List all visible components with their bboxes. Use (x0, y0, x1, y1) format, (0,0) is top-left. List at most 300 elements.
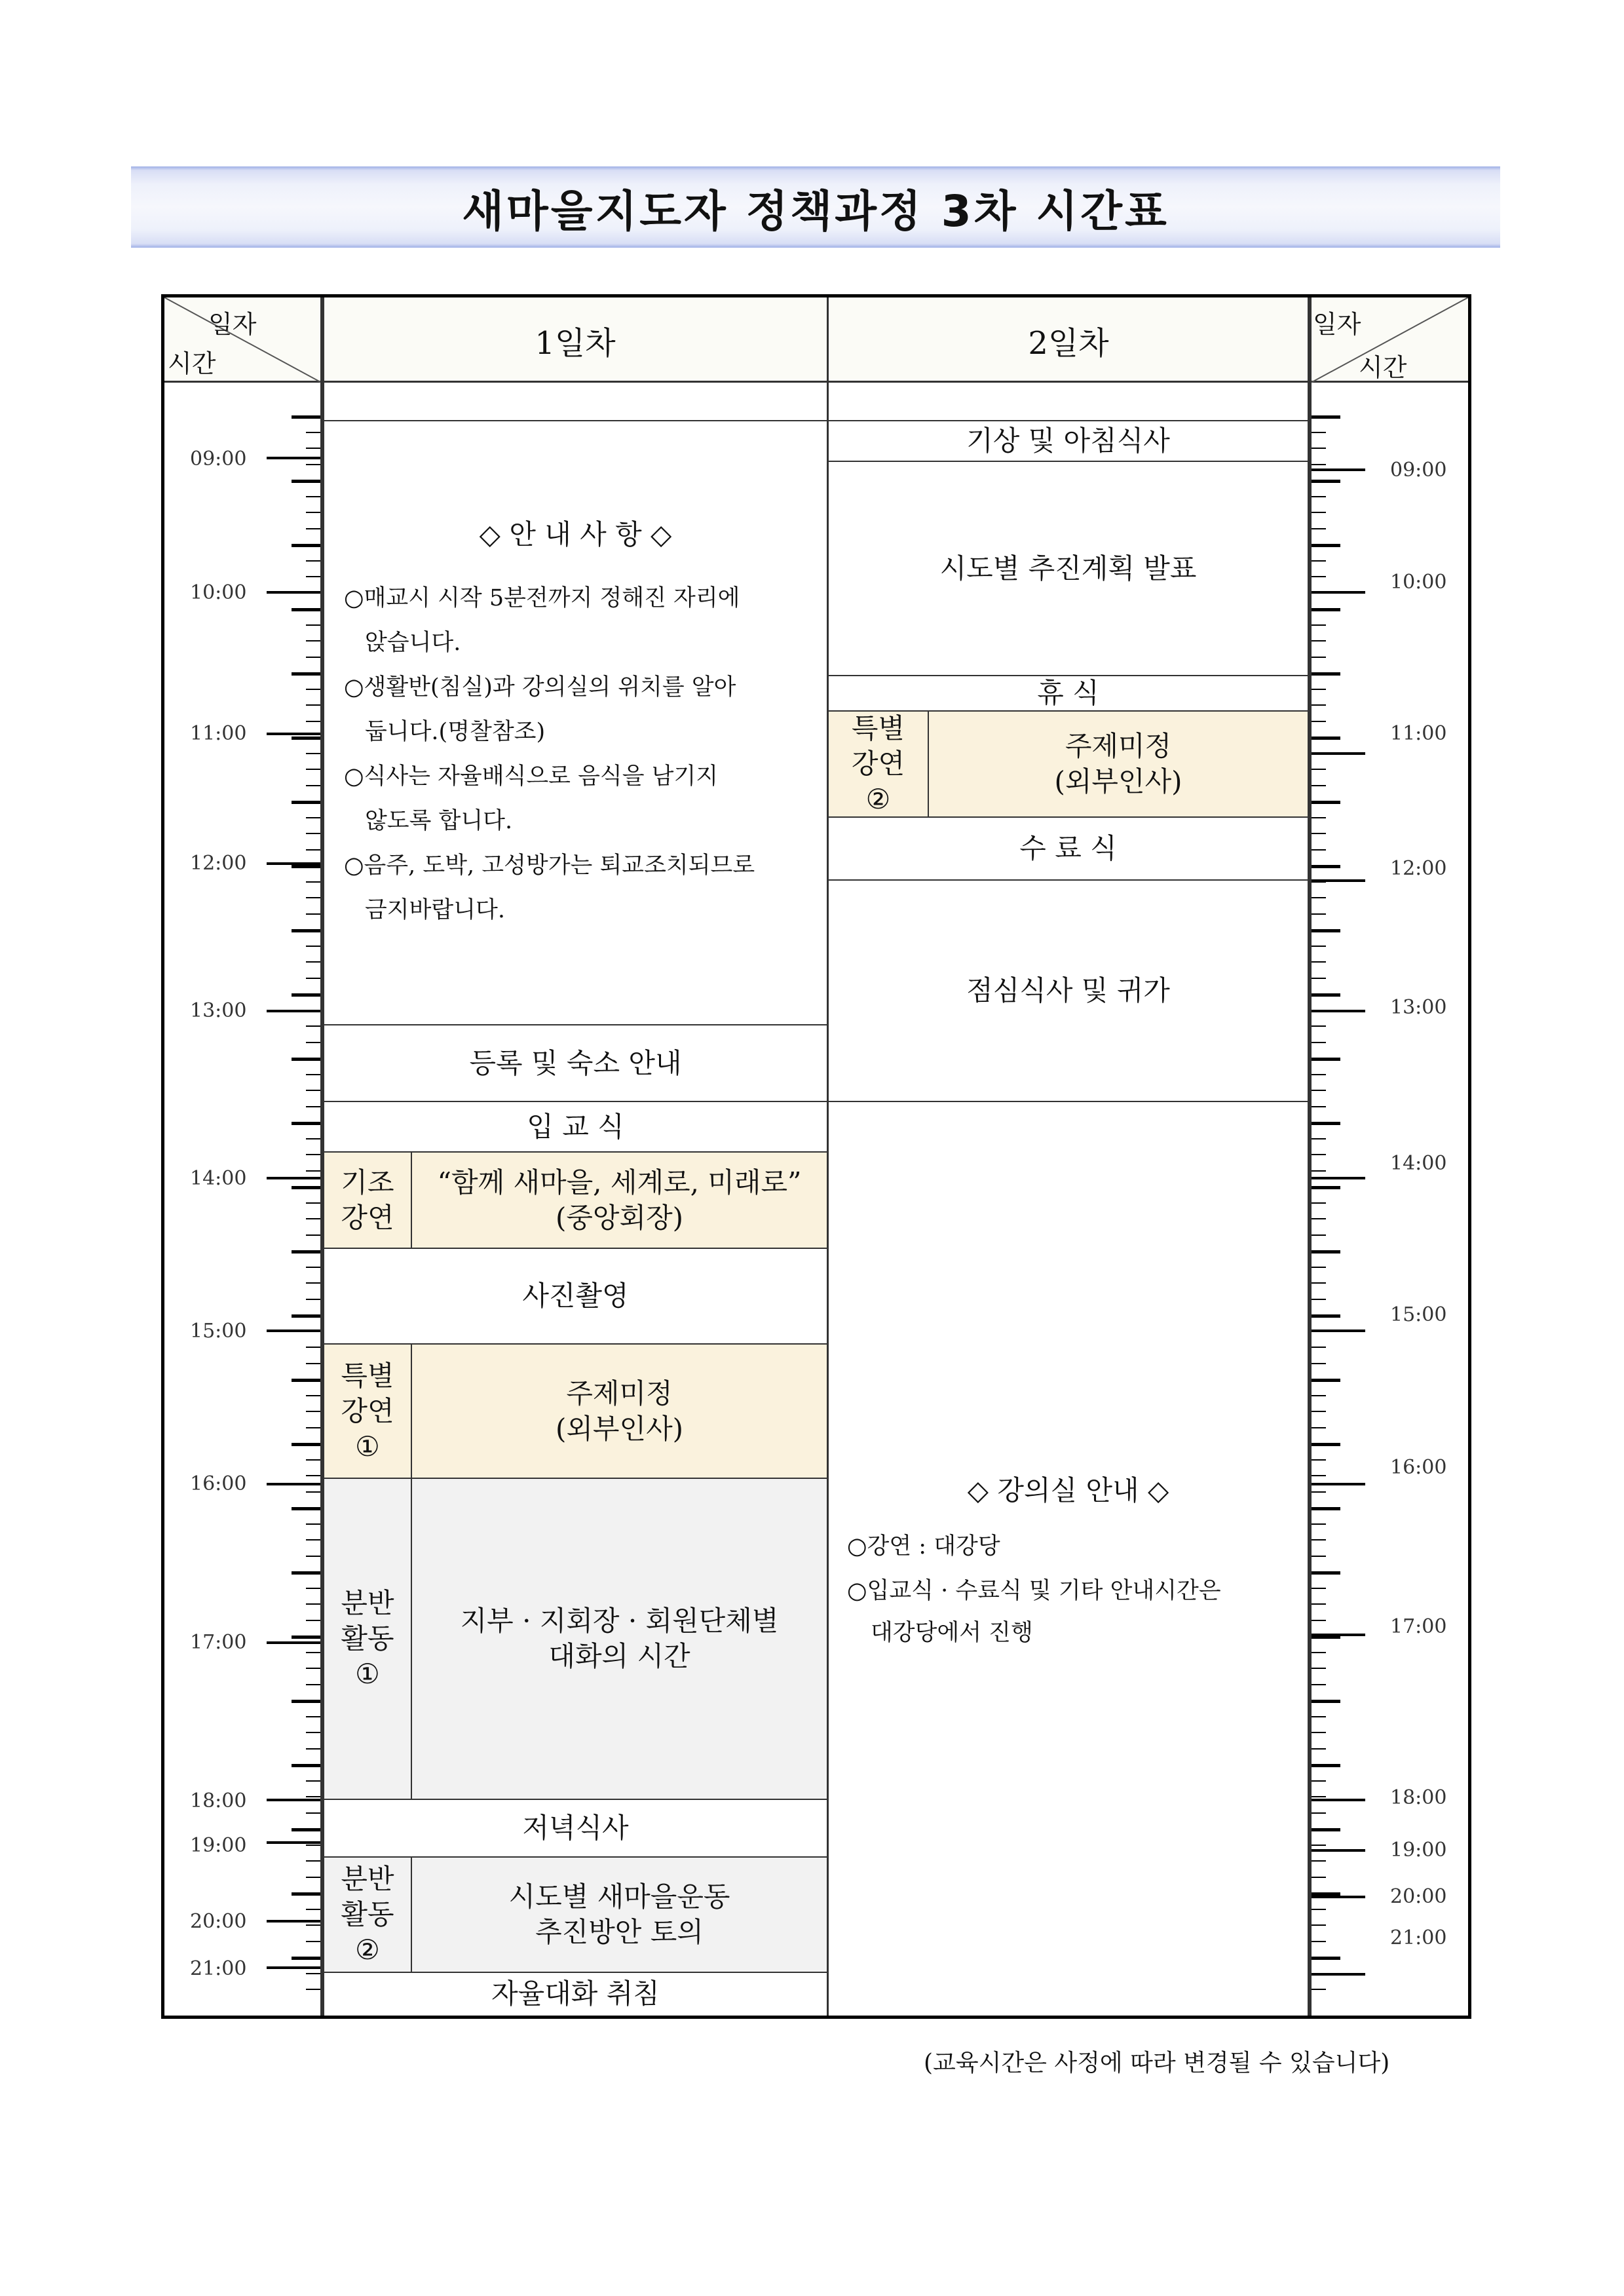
ruler-tick (1312, 415, 1340, 419)
ruler-tick (1312, 1652, 1326, 1653)
ruler-tick (306, 913, 320, 915)
ruler-tick (306, 1909, 320, 1910)
ruler-tick (292, 737, 320, 740)
ruler-tick (306, 1234, 320, 1236)
ruler-tick (292, 1507, 320, 1510)
ruler-tick (1312, 1186, 1340, 1189)
notice-line: ○음주, 도박, 고성방가는 퇴교조치되므로 (344, 852, 755, 879)
lunch-cell: 점심식사 및 귀가 (966, 974, 1170, 1006)
ruler-tick (306, 1796, 320, 1797)
ruler-tick (1312, 560, 1326, 562)
ruler-tick (1312, 1202, 1326, 1204)
ruler-tick (306, 1154, 320, 1155)
ruler-tick (1312, 496, 1326, 497)
ruler-major-tick (267, 862, 320, 865)
ruler-tick (1312, 704, 1326, 706)
ruler-tick (306, 1748, 320, 1750)
ruler-tick (1312, 576, 1326, 577)
ruler-tick (1312, 961, 1326, 963)
ruler-tick (306, 576, 320, 577)
ruler-tick (1312, 1154, 1326, 1155)
ruler-tick (306, 769, 320, 770)
ruler-tick (306, 1347, 320, 1348)
ruler-tick (306, 1877, 320, 1878)
ruler-tick (306, 1652, 320, 1653)
group-activity-title-line: 추진방안 토의 (535, 1916, 704, 1948)
ruler-tick (292, 608, 320, 611)
special-lecture-label-line: 특별 (851, 712, 905, 744)
ruler-tick (1312, 1411, 1326, 1412)
ruler-tick (1312, 1684, 1326, 1685)
ruler-tick (306, 1218, 320, 1219)
ruler-major-tick (1312, 591, 1365, 594)
left-time-label: 19:00 (190, 1834, 247, 1857)
right-time-label: 16:00 (1390, 1456, 1447, 1479)
group-activity-label-line: 활동 (341, 1898, 394, 1930)
ruler-tick (306, 1588, 320, 1589)
special-lecture-label-line: ② (865, 783, 891, 815)
left-time-label: 11:00 (190, 722, 247, 745)
special-lecture-2-content (929, 712, 1308, 816)
right-time-label: 12:00 (1390, 857, 1447, 880)
ruler-major-tick (1312, 469, 1365, 471)
ruler-tick (1312, 1796, 1326, 1797)
ruler-tick (306, 1395, 320, 1396)
ruler-tick (1312, 528, 1326, 529)
ruler-tick (1312, 1267, 1326, 1268)
wakeup-cell: 기상 및 아침식사 (966, 425, 1170, 457)
ruler-tick (306, 560, 320, 562)
ruler-tick (1312, 1957, 1340, 1960)
ruler-tick (1312, 1924, 1326, 1926)
keynote-label-line: 기조 (341, 1166, 394, 1198)
ruler-major-tick (1312, 1849, 1365, 1852)
ruler-tick (306, 689, 320, 690)
ruler-tick (306, 849, 320, 851)
group-activity-label-line: 분반 (341, 1587, 394, 1619)
group-activity-label-line: ② (355, 1934, 380, 1966)
notice-line: 금지바랍니다. (365, 897, 505, 923)
ruler-major-tick (1312, 752, 1365, 755)
special-lecture-title: 주제미정 (566, 1377, 673, 1409)
ruler-tick (306, 704, 320, 706)
ruler-tick (292, 801, 320, 804)
ruler-tick (1312, 1314, 1340, 1318)
right-time-label: 15:00 (1390, 1303, 1447, 1326)
ruler-major-tick (1312, 1483, 1365, 1485)
ruler-major-tick (1312, 1799, 1365, 1801)
ruler-tick (1312, 1250, 1340, 1253)
corner-left-bottom-label: 시간 (168, 349, 216, 378)
right-time-label: 17:00 (1390, 1615, 1447, 1638)
ruler-tick (292, 1764, 320, 1767)
ruler-tick (1312, 1828, 1340, 1831)
special-lecture-1-content (412, 1345, 827, 1478)
day1-header: 1일차 (535, 324, 616, 362)
ruler-major-tick (267, 1483, 320, 1485)
ruler-tick (306, 464, 320, 465)
ruler-tick (1312, 1025, 1326, 1027)
group-activity-label-line: 분반 (341, 1863, 394, 1895)
ruler-tick (1312, 1427, 1326, 1428)
ruler-major-tick (1312, 1330, 1365, 1332)
ruler-tick (306, 881, 320, 883)
special-lecture-label-line: 특별 (341, 1359, 394, 1392)
left-time-label: 09:00 (190, 448, 247, 470)
ruler-tick (292, 480, 320, 483)
ruler-tick (306, 1989, 320, 1990)
opening-ceremony-cell: 입 교 식 (527, 1110, 624, 1143)
ruler-tick (306, 1860, 320, 1862)
special-lecture-label-line: 강연 (341, 1394, 394, 1427)
ruler-tick (292, 1700, 320, 1703)
special-lecture-speaker: (외부인사) (1054, 765, 1182, 797)
left-time-label: 17:00 (190, 1631, 247, 1654)
ruler-tick (306, 1267, 320, 1268)
ruler-tick (1312, 1074, 1326, 1075)
presentation-cell: 시도별 추진계획 발표 (939, 552, 1197, 584)
ruler-tick (1312, 1170, 1326, 1172)
ruler-major-tick (267, 1010, 320, 1012)
ruler-tick (1312, 1989, 1326, 1990)
ruler-tick (1312, 849, 1326, 851)
dinner-cell: 저녁식사 (522, 1812, 629, 1844)
ruler-tick (306, 1780, 320, 1782)
ruler-tick (1312, 817, 1326, 818)
ruler-tick (306, 1090, 320, 1091)
ruler-tick (292, 993, 320, 997)
ruler-tick (1312, 1507, 1340, 1510)
special-lecture-label-line: ① (355, 1430, 380, 1463)
ruler-tick (292, 1058, 320, 1061)
special-lecture-label-line: 강연 (851, 748, 905, 780)
ruler-major-tick (267, 1330, 320, 1332)
ruler-tick (292, 1828, 320, 1831)
ruler-tick (292, 1379, 320, 1382)
right-time-label: 19:00 (1390, 1839, 1447, 1862)
ruler-tick (306, 512, 320, 513)
lecture-room-line: ○입교식 · 수료식 및 기타 안내시간은 (847, 1578, 1221, 1604)
ruler-tick (292, 1892, 320, 1896)
special-lecture-1-label (324, 1345, 412, 1478)
notice-line: 않도록 합니다. (365, 808, 513, 834)
ruler-tick (306, 1668, 320, 1669)
ruler-tick (1312, 448, 1326, 449)
ruler-tick (1312, 833, 1326, 834)
group-activity-2-label (324, 1858, 412, 1972)
ruler-major-tick (267, 733, 320, 735)
ruler-major-tick (1312, 1634, 1365, 1636)
ruler-major-tick (1312, 1177, 1365, 1179)
ruler-major-tick (267, 1177, 320, 1179)
ruler-tick (1312, 769, 1326, 770)
ruler-tick (306, 1170, 320, 1172)
ruler-tick (1312, 1668, 1326, 1669)
ruler-tick (1312, 1379, 1340, 1382)
ruler-tick (292, 1571, 320, 1575)
ruler-tick (1312, 929, 1340, 932)
ruler-tick (1312, 464, 1326, 465)
keynote-title: “함께 새마을, 세계로, 미래로” (437, 1166, 802, 1198)
registration-cell: 등록 및 숙소 안내 (469, 1046, 682, 1079)
ruler-tick (1312, 913, 1326, 915)
keynote-speaker: (중앙회장) (555, 1201, 684, 1234)
ruler-tick (1312, 1700, 1340, 1703)
ruler-tick (1312, 1459, 1326, 1461)
ruler-tick (306, 961, 320, 963)
ruler-tick (306, 1732, 320, 1733)
ruler-tick (306, 946, 320, 947)
ruler-tick (1312, 1491, 1326, 1493)
group-activity-2-content (412, 1858, 827, 1972)
ruler-tick (306, 1973, 320, 1974)
corner-right-bottom-label: 시간 (1359, 353, 1407, 382)
right-time-label: 21:00 (1390, 1926, 1447, 1949)
ruler-tick (1312, 721, 1326, 722)
ruler-tick (306, 1475, 320, 1476)
ruler-tick (306, 1620, 320, 1621)
ruler-tick (1312, 1716, 1326, 1717)
ruler-tick (292, 415, 320, 419)
ruler-tick (1312, 897, 1326, 898)
ruler-major-tick (267, 457, 320, 459)
photo-cell: 사진촬영 (522, 1280, 629, 1312)
ruler-tick (306, 1684, 320, 1685)
ruler-major-tick (267, 1799, 320, 1801)
day2-header: 2일차 (1028, 324, 1109, 362)
page-title: 새마을지도자 정책과정 3차 시간표 (462, 185, 1169, 237)
ruler-tick (1312, 608, 1340, 611)
ruler-tick (1312, 1539, 1326, 1540)
special-lecture-2-label (829, 712, 929, 816)
ruler-tick (292, 1250, 320, 1253)
ruler-tick (1312, 1780, 1326, 1782)
ruler-tick (1312, 1860, 1326, 1862)
notice-block (324, 421, 827, 1024)
ruler-tick (1312, 1620, 1326, 1621)
ruler-tick (306, 1025, 320, 1027)
ruler-tick (1312, 1395, 1326, 1396)
free-talk-cell: 자율대화 취침 (491, 1978, 660, 2010)
ruler-tick (306, 657, 320, 658)
ruler-tick (1312, 1363, 1326, 1364)
ruler-tick (292, 544, 320, 547)
ruler-tick (1312, 1941, 1326, 1942)
group-activity-title-line: 대화의 시간 (548, 1640, 690, 1672)
ruler-tick (1312, 657, 1326, 658)
ruler-tick (1312, 801, 1340, 804)
right-time-label: 20:00 (1390, 1885, 1447, 1908)
notice-line: ○매교시 시작 5분전까지 정해진 자리에 (344, 585, 740, 611)
ruler-tick (1312, 1603, 1326, 1605)
notice-line: 앉습니다. (365, 630, 461, 656)
left-time-label: 15:00 (190, 1320, 247, 1343)
ruler-tick (1312, 689, 1326, 690)
ruler-major-tick (1312, 879, 1365, 882)
ruler-tick (1312, 1475, 1326, 1476)
ruler-major-tick (267, 1920, 320, 1923)
notice-line: ○생활반(침실)과 강의실의 위치를 알아 (344, 674, 736, 700)
ruler-tick (306, 753, 320, 754)
ruler-tick (1312, 1764, 1340, 1767)
ruler-tick (292, 865, 320, 868)
ruler-tick (1312, 672, 1340, 676)
ruler-tick (1312, 1299, 1326, 1300)
ruler-major-tick (1312, 1010, 1365, 1012)
ruler-tick (1312, 1218, 1326, 1219)
ruler-tick (306, 640, 320, 641)
right-time-label: 13:00 (1390, 996, 1447, 1019)
ruler-tick (306, 721, 320, 722)
ruler-major-tick (1312, 1896, 1365, 1898)
ruler-tick (306, 1202, 320, 1204)
ruler-tick (1312, 1042, 1326, 1043)
ruler-tick (1312, 1122, 1340, 1125)
ruler-tick (1312, 1732, 1326, 1733)
ruler-tick (1312, 1845, 1326, 1846)
right-time-label: 11:00 (1390, 722, 1447, 745)
left-time-label: 16:00 (190, 1472, 247, 1495)
ruler-tick (306, 1411, 320, 1412)
group-activity-label-line: ① (355, 1658, 380, 1690)
ruler-tick (1312, 865, 1340, 868)
ruler-tick (306, 978, 320, 979)
ruler-tick (306, 624, 320, 626)
keynote-content (412, 1153, 827, 1248)
ruler-tick (306, 1282, 320, 1284)
group-activity-1-label (324, 1479, 412, 1799)
ruler-tick (306, 1138, 320, 1139)
ruler-tick (306, 785, 320, 786)
group-activity-title-line: 지부 · 지회장 · 회원단체별 (460, 1605, 779, 1637)
ruler-tick (306, 1459, 320, 1461)
ruler-tick (1312, 432, 1326, 433)
lecture-room-line: ○강연 : 대강당 (847, 1533, 1000, 1559)
group-activity-label-line: 활동 (341, 1622, 394, 1655)
ruler-tick (292, 929, 320, 932)
right-time-label: 10:00 (1390, 571, 1447, 594)
ruler-tick (306, 1716, 320, 1717)
ruler-tick (306, 1491, 320, 1493)
ruler-tick (1312, 1106, 1326, 1107)
ruler-tick (306, 1427, 320, 1428)
ruler-tick (1312, 1877, 1326, 1878)
ruler-tick (306, 448, 320, 449)
group-activity-title-line: 시도별 새마을운동 (508, 1881, 730, 1913)
ruler-tick (1312, 1909, 1326, 1910)
break-cell: 휴 식 (1037, 677, 1099, 709)
ruler-tick (306, 1539, 320, 1540)
ruler-tick (1312, 640, 1326, 641)
left-time-label: 20:00 (190, 1910, 247, 1933)
ruler-tick (1312, 1090, 1326, 1091)
ruler-tick (306, 1812, 320, 1814)
ruler-tick (292, 1314, 320, 1318)
group-activity-1-content (412, 1479, 827, 1799)
ruler-tick (1312, 1138, 1326, 1139)
left-time-label: 12:00 (190, 852, 247, 875)
keynote-label-line: 강연 (341, 1201, 394, 1234)
ruler-tick (1312, 946, 1326, 947)
ruler-tick (306, 1845, 320, 1846)
ruler-tick (1312, 785, 1326, 786)
ruler-tick (292, 1186, 320, 1189)
ruler-tick (1312, 1556, 1326, 1557)
ruler-tick (306, 1106, 320, 1107)
ruler-tick (1312, 993, 1340, 997)
ruler-tick (292, 1636, 320, 1639)
ruler-tick (292, 672, 320, 676)
ruler-tick (306, 1523, 320, 1525)
ruler-tick (306, 1924, 320, 1926)
lecture-room-line: 대강당에서 진행 (871, 1620, 1033, 1646)
corner-right-top-label: 일자 (1313, 310, 1361, 339)
ruler-tick (306, 432, 320, 433)
left-time-label: 21:00 (190, 1957, 247, 1980)
ruler-tick (1312, 1234, 1326, 1236)
ruler-major-tick (1312, 1973, 1365, 1976)
ruler-tick (306, 1556, 320, 1557)
ruler-tick (306, 817, 320, 818)
right-time-column-border (1308, 297, 1312, 2016)
right-time-label: 09:00 (1390, 459, 1447, 482)
ruler-tick (306, 1042, 320, 1043)
keynote-label (324, 1153, 412, 1248)
closing-ceremony-cell: 수 료 식 (1019, 832, 1117, 864)
left-time-label: 13:00 (190, 999, 247, 1022)
ruler-tick (1312, 480, 1340, 483)
left-time-label: 18:00 (190, 1789, 247, 1812)
ruler-tick (1312, 1443, 1340, 1446)
ruler-tick (1312, 1347, 1326, 1348)
ruler-tick (1312, 1571, 1340, 1575)
ruler-tick (306, 1941, 320, 1942)
right-time-label: 18:00 (1390, 1786, 1447, 1809)
lecture-room-info-block (829, 1102, 1308, 2015)
ruler-major-tick (267, 1966, 320, 1969)
notice-title: ◇ 안 내 사 항 ◇ (479, 518, 672, 550)
special-lecture-speaker: (외부인사) (555, 1412, 684, 1445)
ruler-major-tick (267, 591, 320, 594)
ruler-tick (306, 496, 320, 497)
corner-left-top-label: 일자 (208, 310, 257, 339)
ruler-tick (1312, 1523, 1326, 1525)
lecture-room-title: ◇ 강의실 안내 ◇ (967, 1474, 1169, 1506)
ruler-tick (1312, 1812, 1326, 1814)
ruler-tick (292, 1443, 320, 1446)
ruler-tick (306, 1603, 320, 1605)
ruler-tick (306, 528, 320, 529)
notice-line: ○식사는 자율배식으로 음식을 남기지 (344, 763, 719, 790)
ruler-tick (292, 1957, 320, 1960)
ruler-tick (1312, 1588, 1326, 1589)
ruler-tick (1312, 544, 1340, 547)
footer-note: (교육시간은 사정에 따라 변경될 수 있습니다) (924, 2050, 1390, 2076)
ruler-tick (1312, 978, 1326, 979)
ruler-tick (306, 1299, 320, 1300)
ruler-tick (292, 1122, 320, 1125)
ruler-tick (1312, 1058, 1340, 1061)
ruler-tick (1312, 1282, 1326, 1284)
special-lecture-title: 주제미정 (1065, 730, 1172, 762)
ruler-tick (1312, 624, 1326, 626)
ruler-tick (306, 1074, 320, 1075)
right-time-label: 14:00 (1390, 1152, 1447, 1175)
ruler-tick (306, 897, 320, 898)
ruler-tick (1312, 512, 1326, 513)
ruler-major-tick (267, 1641, 320, 1644)
ruler-tick (306, 833, 320, 834)
